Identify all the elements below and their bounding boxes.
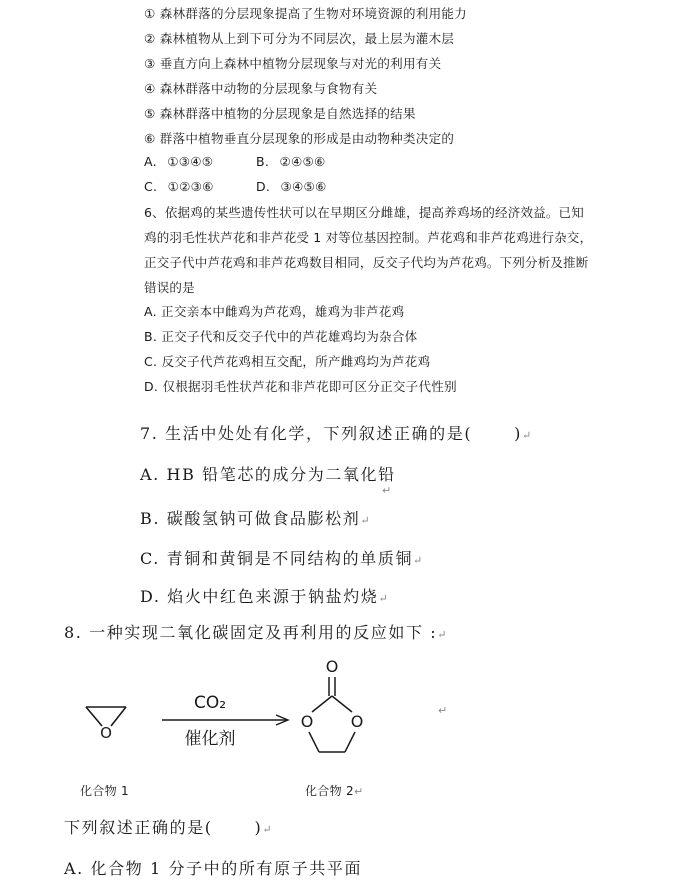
q6-stem-line-2: 鸡的羽毛性状芦花和非芦花受 1 对等位基因控制。芦花鸡和非芦花鸡进行杂交， [144, 230, 593, 245]
q5-option-b-text: ②④⑤⑥ [279, 154, 326, 169]
q5-option-d-label: D. [256, 179, 271, 194]
statement-5: ⑤ 森林群落中植物的分层现象是自然选择的结果 [144, 106, 416, 121]
return-mark: ↵ [360, 514, 372, 527]
q8-option-a: A. 化合物 1 分子中的所有原子共平面 [64, 859, 363, 878]
q5-option-a [144, 154, 213, 169]
q8-question-text: 下列叙述正确的是( ) [64, 818, 263, 837]
q5-option-a-text: ①③④⑤ [167, 154, 214, 169]
statement-3: ③ 垂直方向上森林中植物分层现象与对光的利用有关 [144, 56, 442, 71]
statement-6: ⑥ 群落中植物垂直分层现象的形成是由动物种类决定的 [144, 131, 455, 146]
q7-option-d [140, 584, 389, 607]
compound-1-label: 化合物 1 [80, 784, 129, 798]
reaction-arrow [162, 693, 288, 749]
q5-option-b-label: B. [256, 154, 270, 169]
q7-option-a: A. HB 铅笔芯的成分为二氧化铅 [140, 465, 396, 484]
q5-option-d-text: ③④⑤⑥ [280, 179, 327, 194]
ring-oxygen-right: O [350, 712, 364, 731]
q6-stem-line-1: 6、依据鸡的某些遗传性状可以在早期区分雌雄，提高养鸡场的经济效益。已知 [144, 205, 584, 220]
return-mark: ↵ [413, 554, 424, 567]
return-mark: ↵ [437, 628, 449, 641]
reaction-scheme [64, 652, 484, 772]
q8-question [64, 815, 273, 838]
return-mark: ↵ [378, 592, 390, 605]
return-mark: ↵ [382, 484, 392, 497]
statement-2: ② 森林植物从上到下可分为不同层次，最上层为灌木层 [144, 31, 455, 46]
q5-option-d [256, 179, 327, 194]
q7-option-c-text: C. 青铜和黄铜是不同结构的单质铜 [140, 549, 414, 568]
q5-option-a-label: A. [144, 154, 157, 169]
q7-option-c [140, 546, 424, 569]
carbonyl-oxygen: O [325, 657, 339, 676]
q6-option-b: B. 正交子代和反交子代中的芦花雄鸡均为杂合体 [144, 329, 418, 344]
q8-stem [64, 620, 448, 643]
catalyst-label: 催化剂 [184, 729, 236, 749]
q7-option-b-text: B. 碳酸氢钠可做食品膨松剂 [140, 509, 361, 528]
return-mark: ↵ [353, 785, 364, 798]
q7-stem-text: 7. 生活中处处有化学，下列叙述正确的是( ) [140, 424, 522, 443]
reagent-label: CO₂ [193, 693, 227, 713]
q8-stem-text: 8. 一种实现二氧化碳固定及再利用的反应如下 : [64, 623, 438, 642]
statement-1: ① 森林群落的分层现象提高了生物对环境资源的利用能力 [144, 6, 467, 21]
compound-1-structure [86, 707, 126, 742]
q7-option-d-text: D. 焰火中红色来源于钠盐灼烧 [140, 587, 379, 606]
return-mark: ↵ [521, 429, 533, 442]
compound-1-oxygen: O [100, 724, 112, 742]
q5-option-b [256, 154, 325, 169]
statement-4: ④ 森林群落中动物的分层现象与食物有关 [144, 81, 378, 96]
return-mark: ↵ [262, 823, 274, 836]
q5-option-c [144, 179, 214, 194]
q5-option-c-text: ①②③⑥ [167, 179, 214, 194]
compound-2-label [305, 782, 363, 799]
q6-option-d: D. 仅根据羽毛性状芦花和非芦花即可区分正交子代性别 [144, 379, 457, 394]
q7-stem [140, 421, 533, 444]
compound-2-label-text: 化合物 2 [305, 784, 354, 798]
q6-option-c: C. 反交子代芦花鸡相互交配，所产雌鸡均为芦花鸡 [144, 354, 431, 369]
q6-option-a: A. 正交亲本中雌鸡为芦花鸡，雄鸡为非芦花鸡 [144, 304, 405, 319]
return-mark: ↵ [438, 704, 448, 717]
q6-stem-line-3: 正交子代中芦花鸡和非芦花鸡数目相同，反交子代均为芦花鸡。下列分析及推断 [144, 255, 589, 270]
q6-stem-line-4: 错误的是 [144, 280, 195, 295]
compound-2-structure [301, 657, 364, 752]
q7-option-b [140, 506, 371, 529]
q5-option-c-label: C. [144, 179, 158, 194]
ring-oxygen-left: O [300, 712, 314, 731]
